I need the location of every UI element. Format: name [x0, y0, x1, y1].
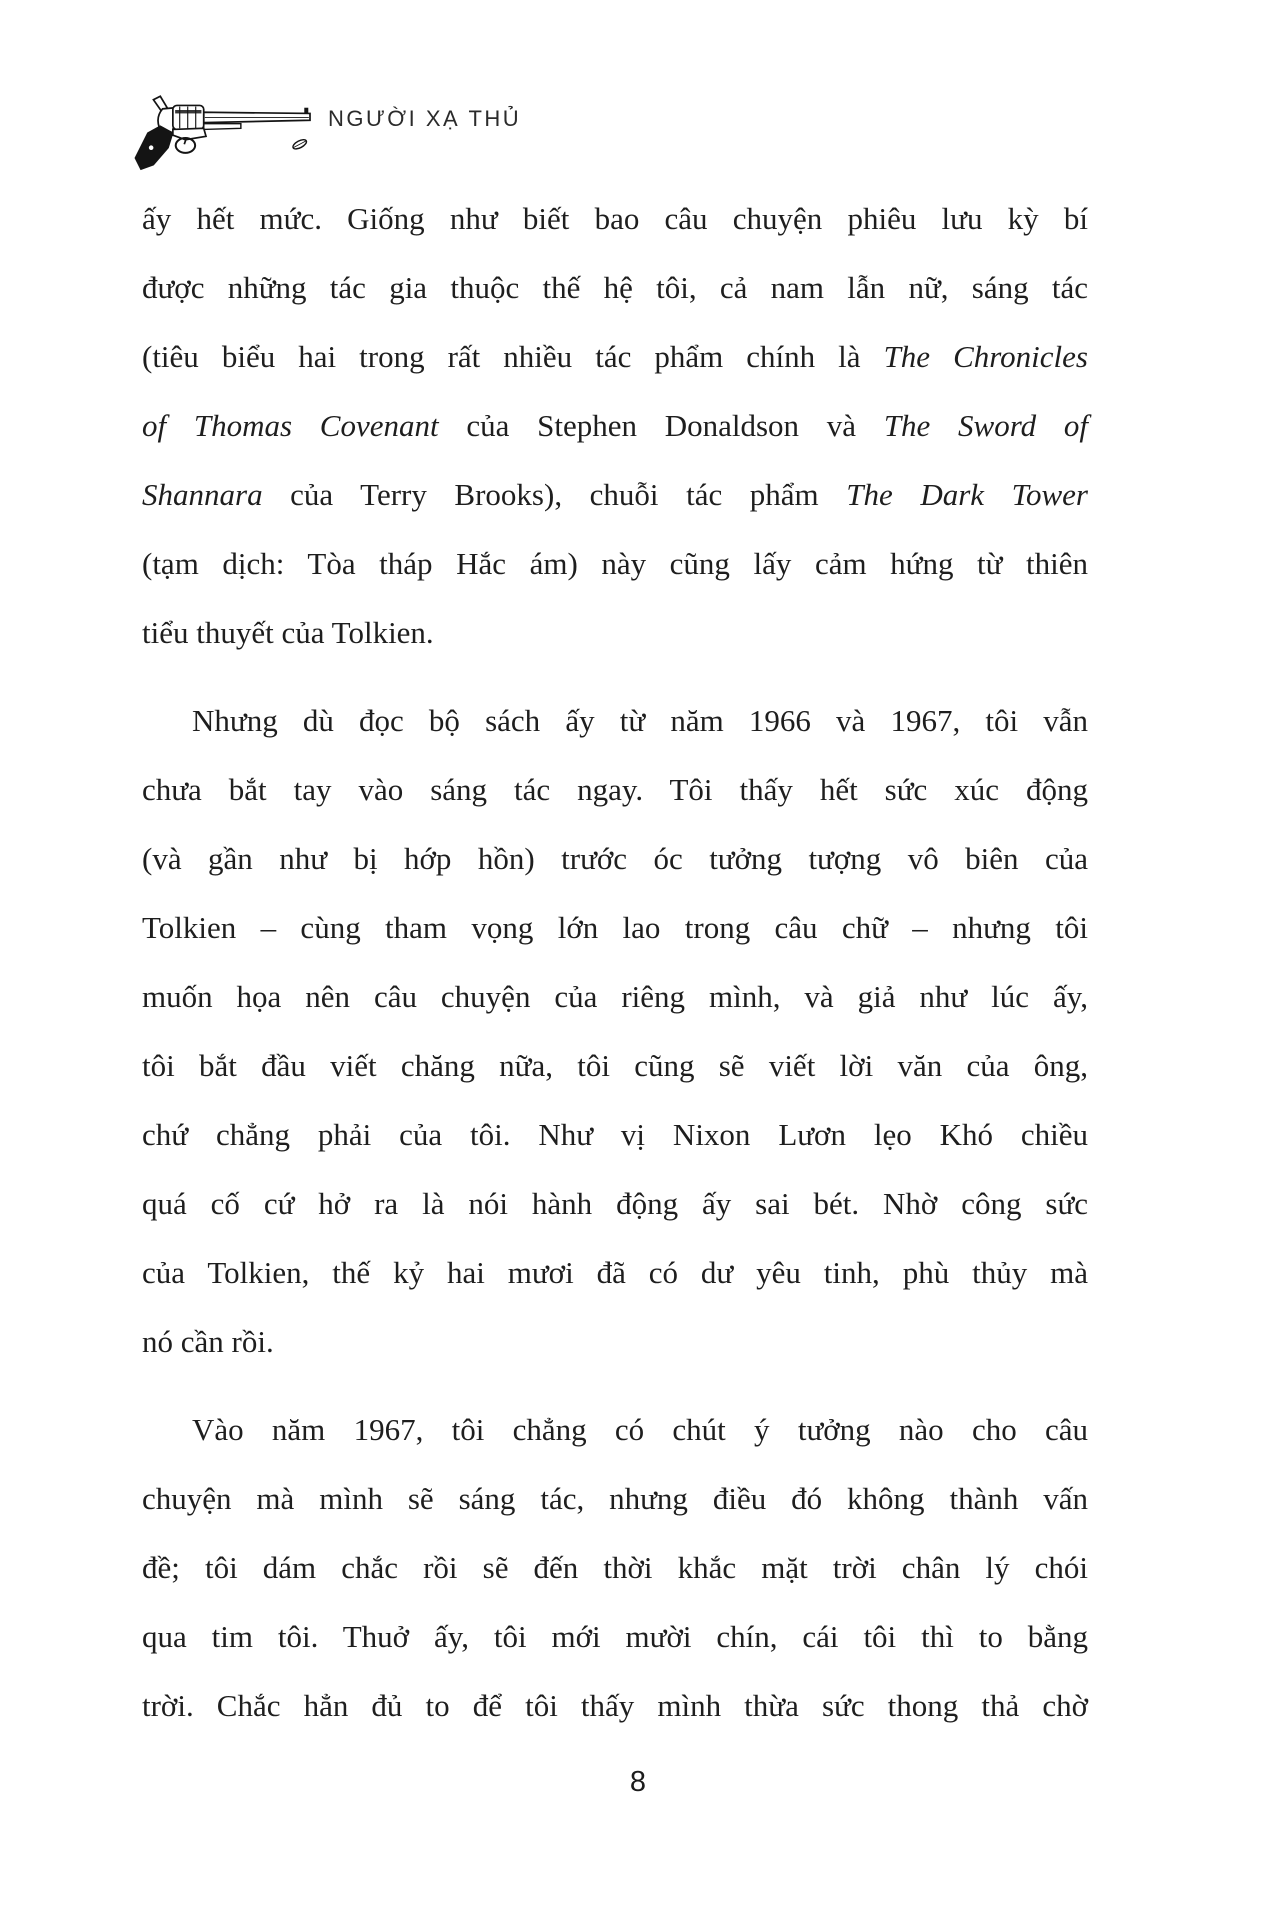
regular-text: đề; tôi dám chắc rồi sẽ đến thời khắc mặt trời chân lý chói	[142, 1550, 1088, 1585]
italic-text: Shannara	[142, 477, 263, 512]
text-line	[142, 1100, 1088, 1169]
text-line	[142, 1031, 1088, 1100]
regular-text: (và gần như bị hớp hồn) trước óc tưởng tượng vô biên của	[142, 841, 1088, 876]
text-line	[142, 824, 1088, 893]
text-line	[142, 184, 1088, 253]
italic-text: of Thomas Covenant	[142, 408, 439, 443]
regular-text: Nhưng dù đọc bộ sách ấy từ năm 1966 và 1967, tôi vẫn	[192, 703, 1088, 738]
regular-text: nó cần rồi.	[142, 1324, 274, 1359]
text-line	[142, 755, 1088, 824]
text-line	[142, 1238, 1088, 1307]
revolver-icon	[118, 78, 318, 174]
italic-text: The Sword of	[883, 408, 1089, 443]
text-line	[142, 686, 1088, 755]
text-line	[142, 1464, 1088, 1533]
regular-text: chuyện mà mình sẽ sáng tác, nhưng điều đó không thành vấn	[142, 1481, 1088, 1516]
regular-text: trời. Chắc hẳn đủ to để tôi thấy mình thừa sức thong thả chờ	[142, 1688, 1088, 1723]
regular-text: của Tolkien, thế kỷ hai mươi đã có dư yêu tinh, phù thủy mà	[142, 1255, 1088, 1290]
text-line	[142, 893, 1088, 962]
text-line	[142, 962, 1088, 1031]
text-line	[142, 1602, 1088, 1671]
running-title: NGƯỜI XẠ THỦ	[328, 106, 522, 131]
regular-text: chứ chẳng phải của tôi. Như vị Nixon Lươn lẹo Khó chiều	[142, 1117, 1088, 1152]
regular-text: (tạm dịch: Tòa tháp Hắc ám) này cũng lấy cảm hứng từ thiên	[142, 546, 1088, 581]
text-line	[142, 1533, 1088, 1602]
text-line	[142, 322, 1088, 391]
paragraph	[142, 686, 1088, 1376]
regular-text: quá cố cứ hở ra là nói hành động ấy sai bét. Nhờ công sức	[142, 1186, 1088, 1221]
regular-text: chưa bắt tay vào sáng tác ngay. Tôi thấy hết sức xúc động	[142, 772, 1088, 807]
text-line	[142, 529, 1088, 598]
revolver-illustration	[118, 78, 318, 174]
text-line	[142, 253, 1088, 322]
regular-text: Tolkien – cùng tham vọng lớn lao trong câu chữ – nhưng tôi	[142, 910, 1088, 945]
italic-text: The Chronicles	[883, 339, 1088, 374]
page-number: 8	[629, 1766, 647, 1798]
text-line	[142, 1671, 1088, 1740]
regular-text: tiểu thuyết của Tolkien.	[142, 615, 434, 650]
regular-text: của Terry Brooks), chuỗi tác phẩm	[262, 477, 847, 512]
paragraph	[142, 184, 1088, 667]
page-header	[118, 78, 521, 174]
regular-text: qua tim tôi. Thuở ấy, tôi mới mười chín, cái tôi thì to bằng	[142, 1619, 1088, 1654]
regular-text: tôi bắt đầu viết chăng nữa, tôi cũng sẽ viết lời văn của ông,	[142, 1048, 1088, 1083]
text-line	[142, 391, 1088, 460]
regular-text: ấy hết mức. Giống như biết bao câu chuyện phiêu lưu kỳ bí	[142, 201, 1088, 236]
text-line	[142, 1307, 1088, 1376]
regular-text: của Stephen Donaldson và	[438, 408, 884, 443]
paragraph	[142, 1395, 1088, 1740]
regular-text: (tiêu biểu hai trong rất nhiều tác phẩm chính là	[142, 339, 884, 374]
text-line	[142, 598, 1088, 667]
regular-text: muốn họa nên câu chuyện của riêng mình, và giả như lúc ấy,	[142, 979, 1088, 1014]
page-body	[142, 184, 1088, 1740]
regular-text: Vào năm 1967, tôi chẳng có chút ý tưởng nào cho câu	[192, 1412, 1088, 1447]
regular-text: được những tác gia thuộc thế hệ tôi, cả nam lẫn nữ, sáng tác	[142, 270, 1088, 305]
text-line	[142, 1169, 1088, 1238]
text-line	[142, 460, 1088, 529]
text-line	[142, 1395, 1088, 1464]
italic-text: The Dark Tower	[846, 477, 1089, 512]
